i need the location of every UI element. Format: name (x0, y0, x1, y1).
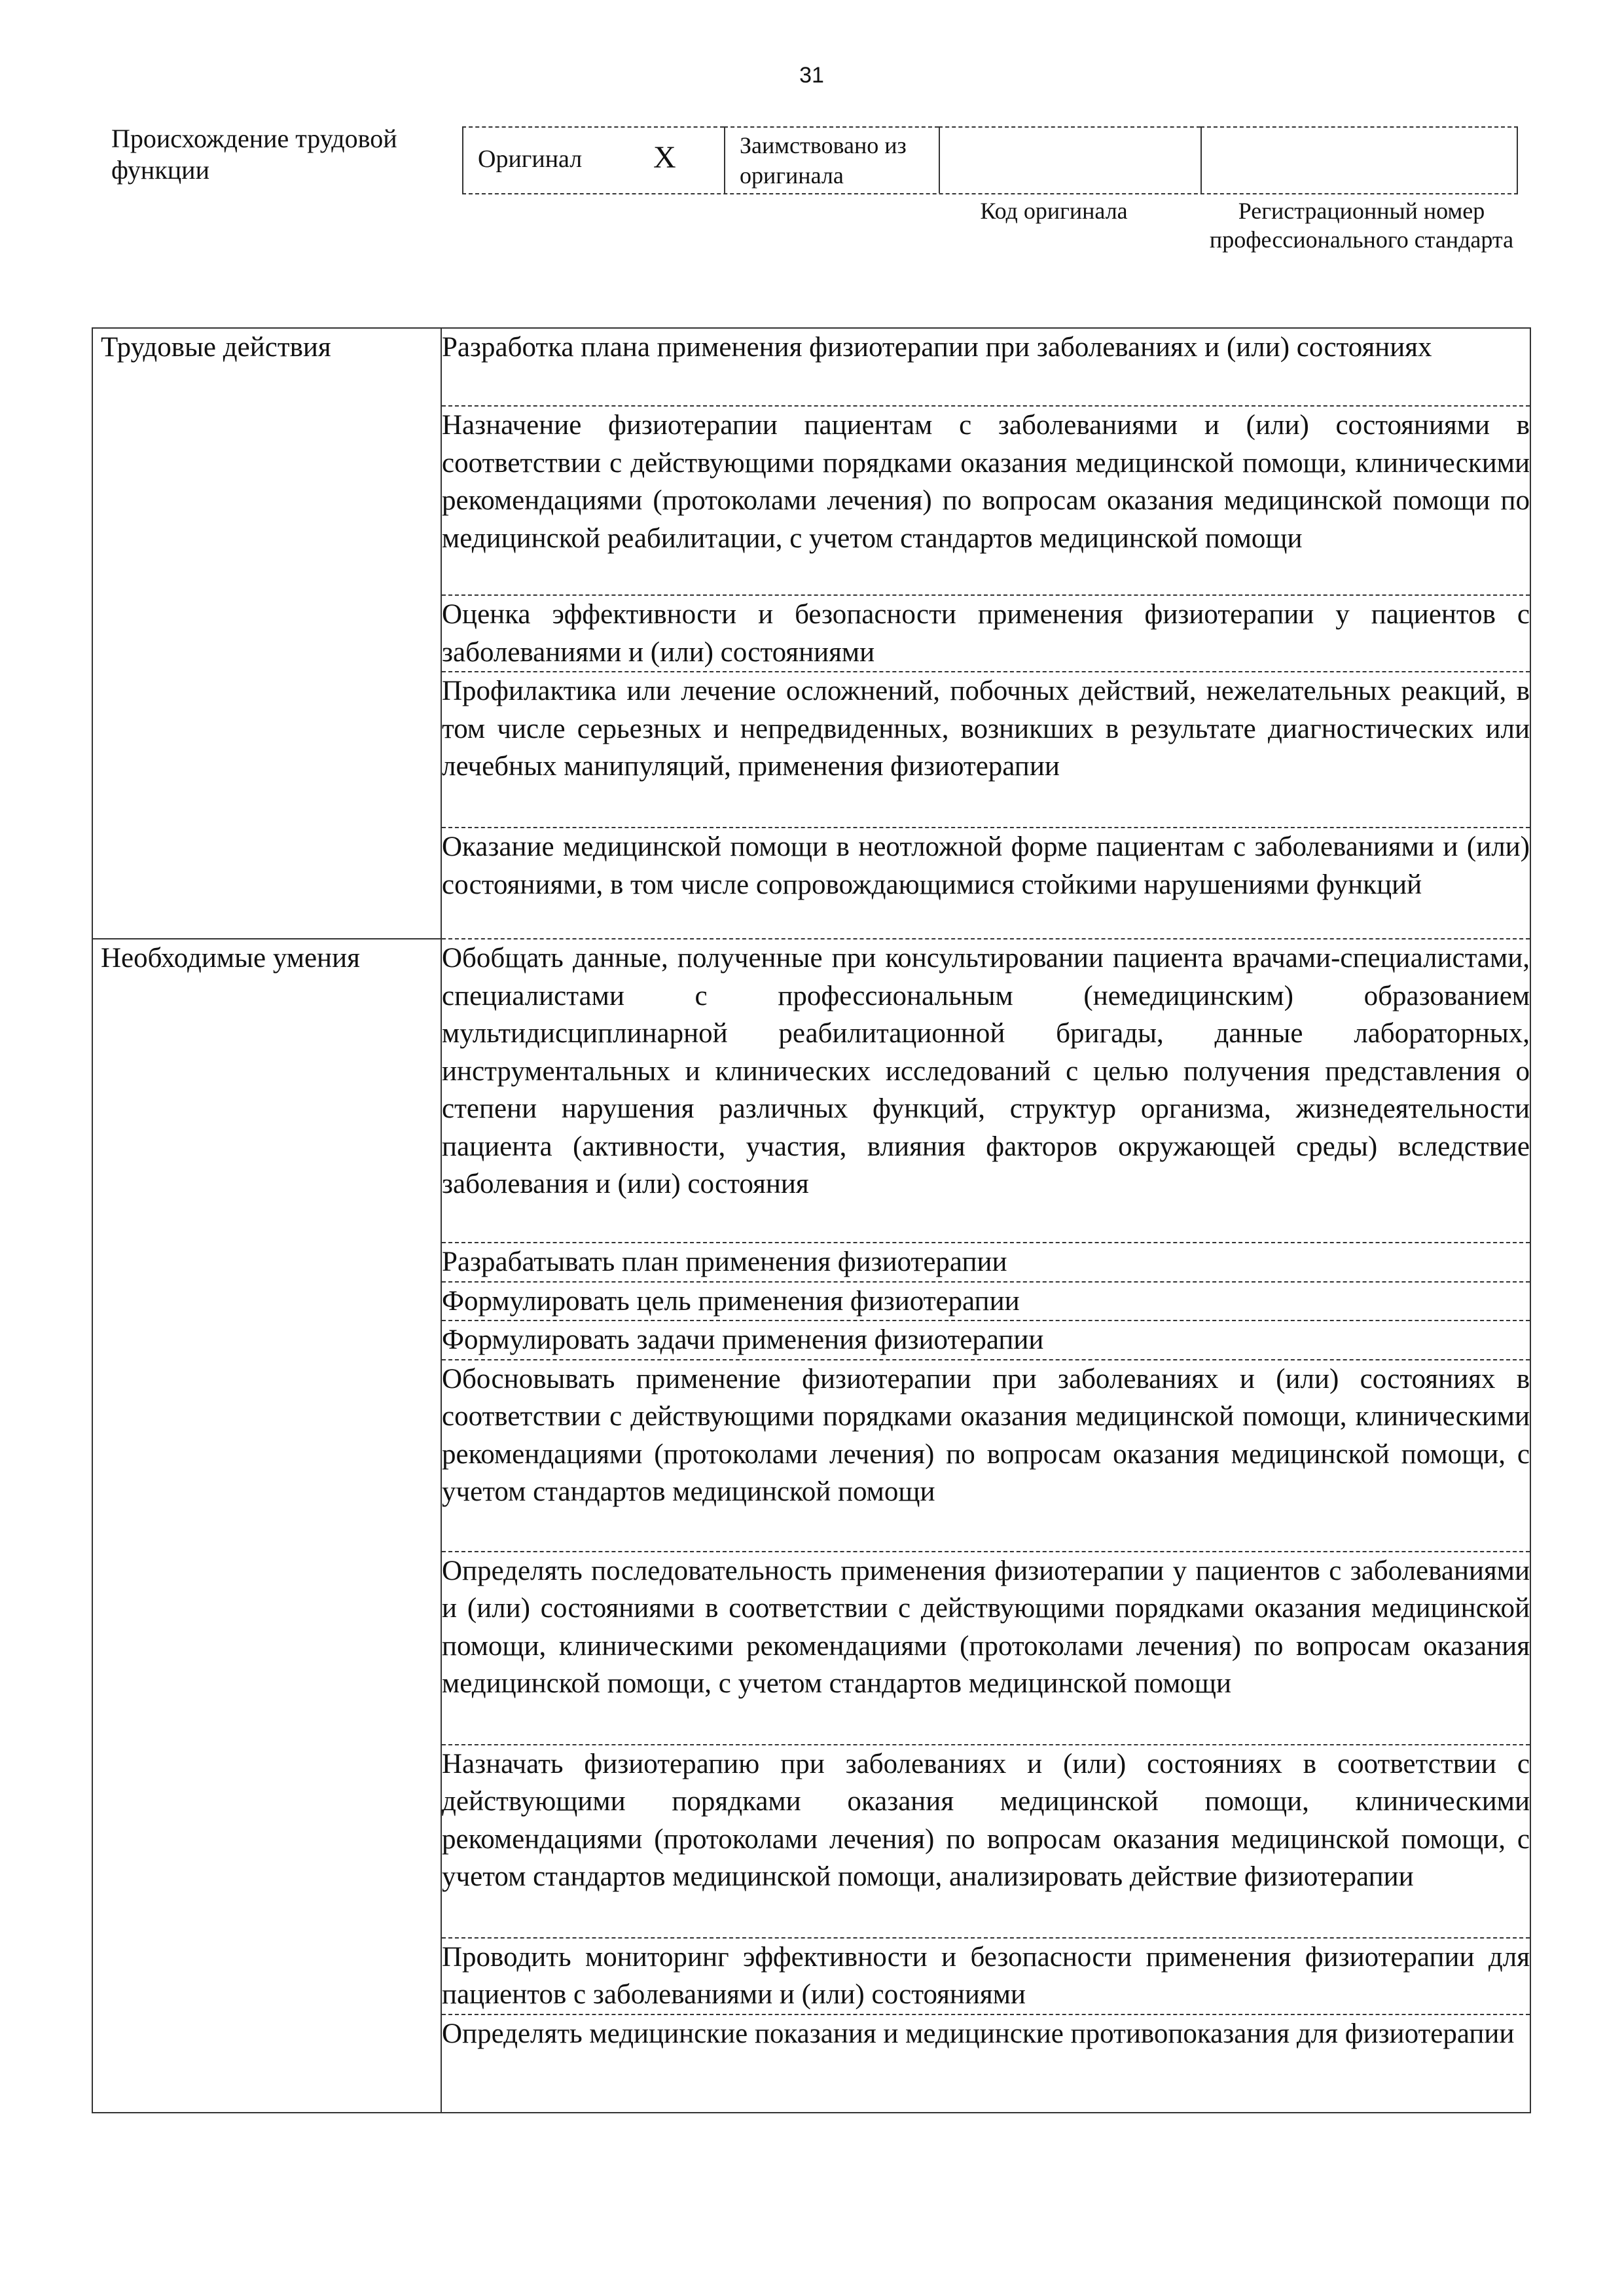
table-row: Профилактика или лечение осложнений, побочных действий, нежелательных реакций, в том числе серьезных и непредвиденных, возникших в результате диагностических или лечебных манипуляций, применения физиотерапии (441, 672, 1530, 828)
reg-caption: Регистрационный номер профессионального стандарта (1209, 198, 1514, 253)
table-row: Обобщать данные, полученные при консультировании пациента врачами-специалистами, специалистами с профессиональным (немедицинским) образованием мультидисциплинарной реабилитационной бригады, данные лабораторных, инструментальных и клинических исследований с целью получения представления о степени нарушения различных функций, структур организма, жизнедеятельности пациента (активности, участия, влияния факторов окружающей среды) вследствие заболевания и (или) состояния (441, 939, 1530, 1243)
code-caption: Код оригинала (980, 198, 1128, 224)
table-row: Проводить мониторинг эффективности и безопасности применения физиотерапии для пациентов с заболеваниями и (или) состояниями (441, 1938, 1530, 2014)
table-row: Разрабатывать план применения физиотерапии (441, 1243, 1530, 1282)
table-row: Назначение физиотерапии пациентам с заболеваниями и (или) состояниями в соответствии с действующими порядками оказания медицинской помощи, клиническими рекомендациями (протоколами лечения) по вопросам оказания медицинской помощи по медицинской реабилитации, с учетом стандартов медицинской помощи (441, 406, 1530, 595)
original-mark: X (653, 140, 676, 175)
origin-label: Происхождение трудовой функции (111, 124, 397, 185)
section-title-cell (92, 328, 441, 939)
table-row: Оценка эффективности и безопасности применения физиотерапии у пациентов с заболеваниями и (или) состояниями (441, 595, 1530, 672)
table-row: Формулировать задачи применения физиотерапии (441, 1321, 1530, 1360)
borrowed-label: Заимствовано из оригинала (740, 132, 907, 189)
registration-number-cell (1200, 126, 1518, 193)
original-code-cell (939, 126, 1200, 193)
origin-box (462, 126, 1518, 194)
table-row: Определять медицинские показания и медицинские противопоказания для физиотерапии (441, 2014, 1530, 2113)
original-label: Оригинал (478, 145, 583, 173)
table-row: Назначать физиотерапию при заболеваниях и (или) состояниях в соответствии с действующими порядками оказания медицинской помощи, клиническими рекомендациями (протоколами лечения) по вопросам оказания медицинской помощи, с учетом стандартов медицинской помощи, анализировать действие физиотерапии (441, 1745, 1530, 1938)
labor-function-table (92, 327, 1531, 2113)
table-row: Формулировать цель применения физиотерапии (441, 1282, 1530, 1321)
page-number: 31 (799, 63, 824, 88)
table-row: Разработка плана применения физиотерапии при заболеваниях и (или) состояниях (441, 328, 1530, 406)
section-title: Трудовые действия (101, 332, 331, 363)
borrowed-cell (724, 126, 939, 193)
table-row: Определять последовательность применения физиотерапии у пациентов с заболеваниями и (или) состояниями в соответствии с действующими порядками оказания медицинской помощи, клиническими рекомендациями (протоколами лечения) по вопросам оказания медицинской помощи, с учетом стандартов медицинской помощи (441, 1552, 1530, 1745)
section-title-cell (92, 939, 441, 2113)
section-title: Необходимые умения (101, 943, 360, 974)
table-row: Оказание медицинской помощи в неотложной форме пациентам с заболеваниями и (или) состояниями, в том числе сопровождающимися стойкими нарушениями функций (441, 828, 1530, 939)
table-row: Обосновывать применение физиотерапии при заболеваниях и (или) состояниях в соответствии с действующими порядками оказания медицинской помощи, клиническими рекомендациями (протоколами лечения) по вопросам оказания медицинской помощи, с учетом стандартов медицинской помощи (441, 1360, 1530, 1552)
original-cell (462, 126, 724, 193)
